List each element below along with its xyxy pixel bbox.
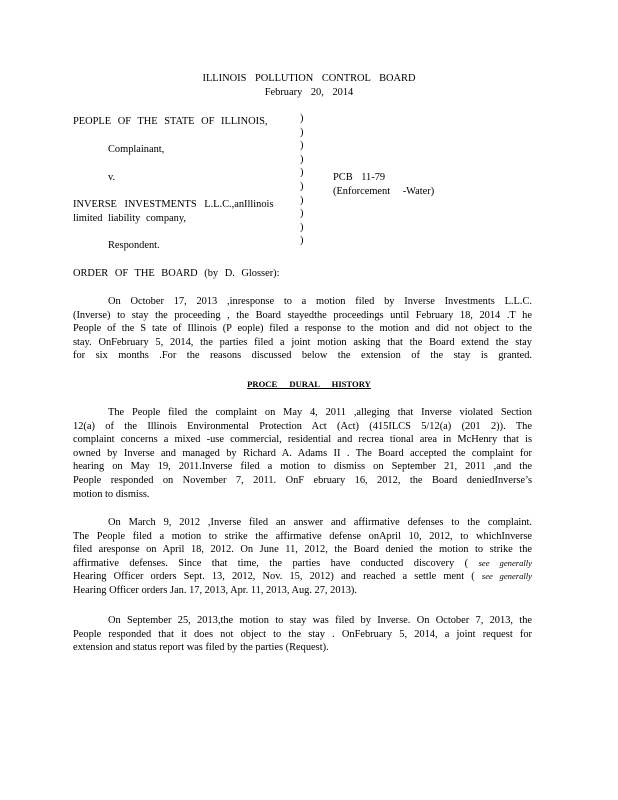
history1-line: owned by Inverse and managed by Richard A. Adams II . The Board accepted the complaint for [73, 447, 532, 459]
caption-paren: ) [300, 194, 304, 206]
caption-paren: ) [300, 221, 304, 233]
history1-line: People responded on November 7, 2011. OnF ebruary 16, 2012, the Board deniedInverse’s [73, 474, 532, 486]
history2-line4-text: affirmative defenses. Since that time, the parties have conducted discovery ( [73, 557, 469, 569]
intro-line: People of the S tate of Illinois (P eople) filed a response to the motion and did not object to the [73, 323, 532, 335]
case-number: PCB 11-79 [333, 172, 386, 183]
history1-line: hearing on May 19, 2011.Inverse filed a motion to dismiss on September 21, 2011 ,and the [73, 461, 532, 473]
versus: v. [108, 172, 116, 183]
respondent-name-line1: INVERSE INVESTMENTS L.L.C.,anIllinois [73, 199, 274, 210]
history1-line: complaint concerns a mixed -use commercial, residential and recrea tional area in McHenry that is [73, 434, 532, 446]
intro-line: for six months .For the reasons discussed below the extension of the stay is granted. [73, 350, 532, 362]
caption-paren: ) [300, 126, 304, 138]
caption-paren: ) [300, 235, 304, 247]
intro-paragraph [73, 295, 532, 363]
history2-line [73, 570, 532, 584]
section-heading-text: PROCE DURAL HISTORY [247, 379, 371, 389]
history-paragraph-2 [73, 516, 532, 598]
history2-line: The People filed a motion to strike the affirmative defense onApril 10, 2012, to whichInverse [73, 530, 532, 542]
history1-line: motion to dismiss. [73, 488, 150, 500]
respondent-name-line2: limited liability company, [73, 213, 186, 224]
order-date: February 20, 2014 [264, 87, 354, 98]
respondent-role: Respondent. [108, 240, 160, 251]
caption-paren: ) [300, 140, 304, 152]
caption-paren: ) [300, 113, 304, 124]
history2-line [73, 557, 532, 571]
caption-paren: ) [300, 167, 304, 179]
caption-paren: ) [300, 208, 304, 220]
intro-line: stay. OnFebruary 5, 2014, the parties filed a joint motion asking that the Board extend the stay [73, 336, 532, 348]
complainant-name: PEOPLE OF THE STATE OF ILLINOIS, [73, 116, 268, 127]
intro-line: On October 17, 2013 ,inresponse to a motion filed by Inverse Investments L.L.C. [108, 296, 532, 307]
see-generally-signal: see generally [478, 557, 532, 568]
intro-line: (Inverse) to stay the proceeding , the Board stayedthe proceedings until February 18, 2014 .T he [73, 309, 532, 321]
history-paragraph-1 [73, 406, 532, 501]
history3-line: People responded that it does not object to the stay . OnFebruary 5, 2014, a joint request for [73, 628, 532, 640]
history2-line5-text: Hearing Officer orders Sept. 13, 2012, Nov. 15, 2012) and reached a settle ment ( [73, 571, 475, 583]
history1-line: 12(a) of the Illinois Environmental Protection Act (Act) (415ILCS 5/12(a) (201 2)). The [73, 420, 532, 432]
complainant-role: Complainant, [108, 144, 165, 155]
order-title: ORDER OF THE BOARD (by D. Glosser): [73, 268, 280, 279]
history2-line: filed aresponse on April 18, 2012. On June 11, 2012, the Board denied the motion to strike the [73, 544, 532, 556]
history2-line: Hearing Officer orders Jan. 17, 2013, Apr. 11, 2013, Aug. 27, 2013). [73, 584, 357, 596]
board-name: ILLINOIS POLLUTION CONTROL BOARD [202, 73, 416, 84]
history3-line: extension and status report was filed by the parties (Request). [73, 642, 329, 654]
history3-line: On September 25, 2013,the motion to stay was filed by Inverse. On October 7, 2013, the [108, 615, 532, 626]
history-paragraph-3 [73, 614, 532, 655]
history2-line: On March 9, 2012 ,Inverse filed an answer and affirmative defenses to the complaint. [108, 517, 532, 528]
caption-paren: ) [300, 180, 304, 192]
caption-paren: ) [300, 153, 304, 165]
see-generally-signal: see generally [481, 571, 532, 582]
history1-line: The People filed the complaint on May 4, 2011 ,alleging that Inverse violated Section [108, 407, 532, 418]
case-type: (Enforcement -Water) [333, 186, 435, 197]
section-heading [0, 378, 618, 392]
caption-paren-column [300, 112, 310, 248]
